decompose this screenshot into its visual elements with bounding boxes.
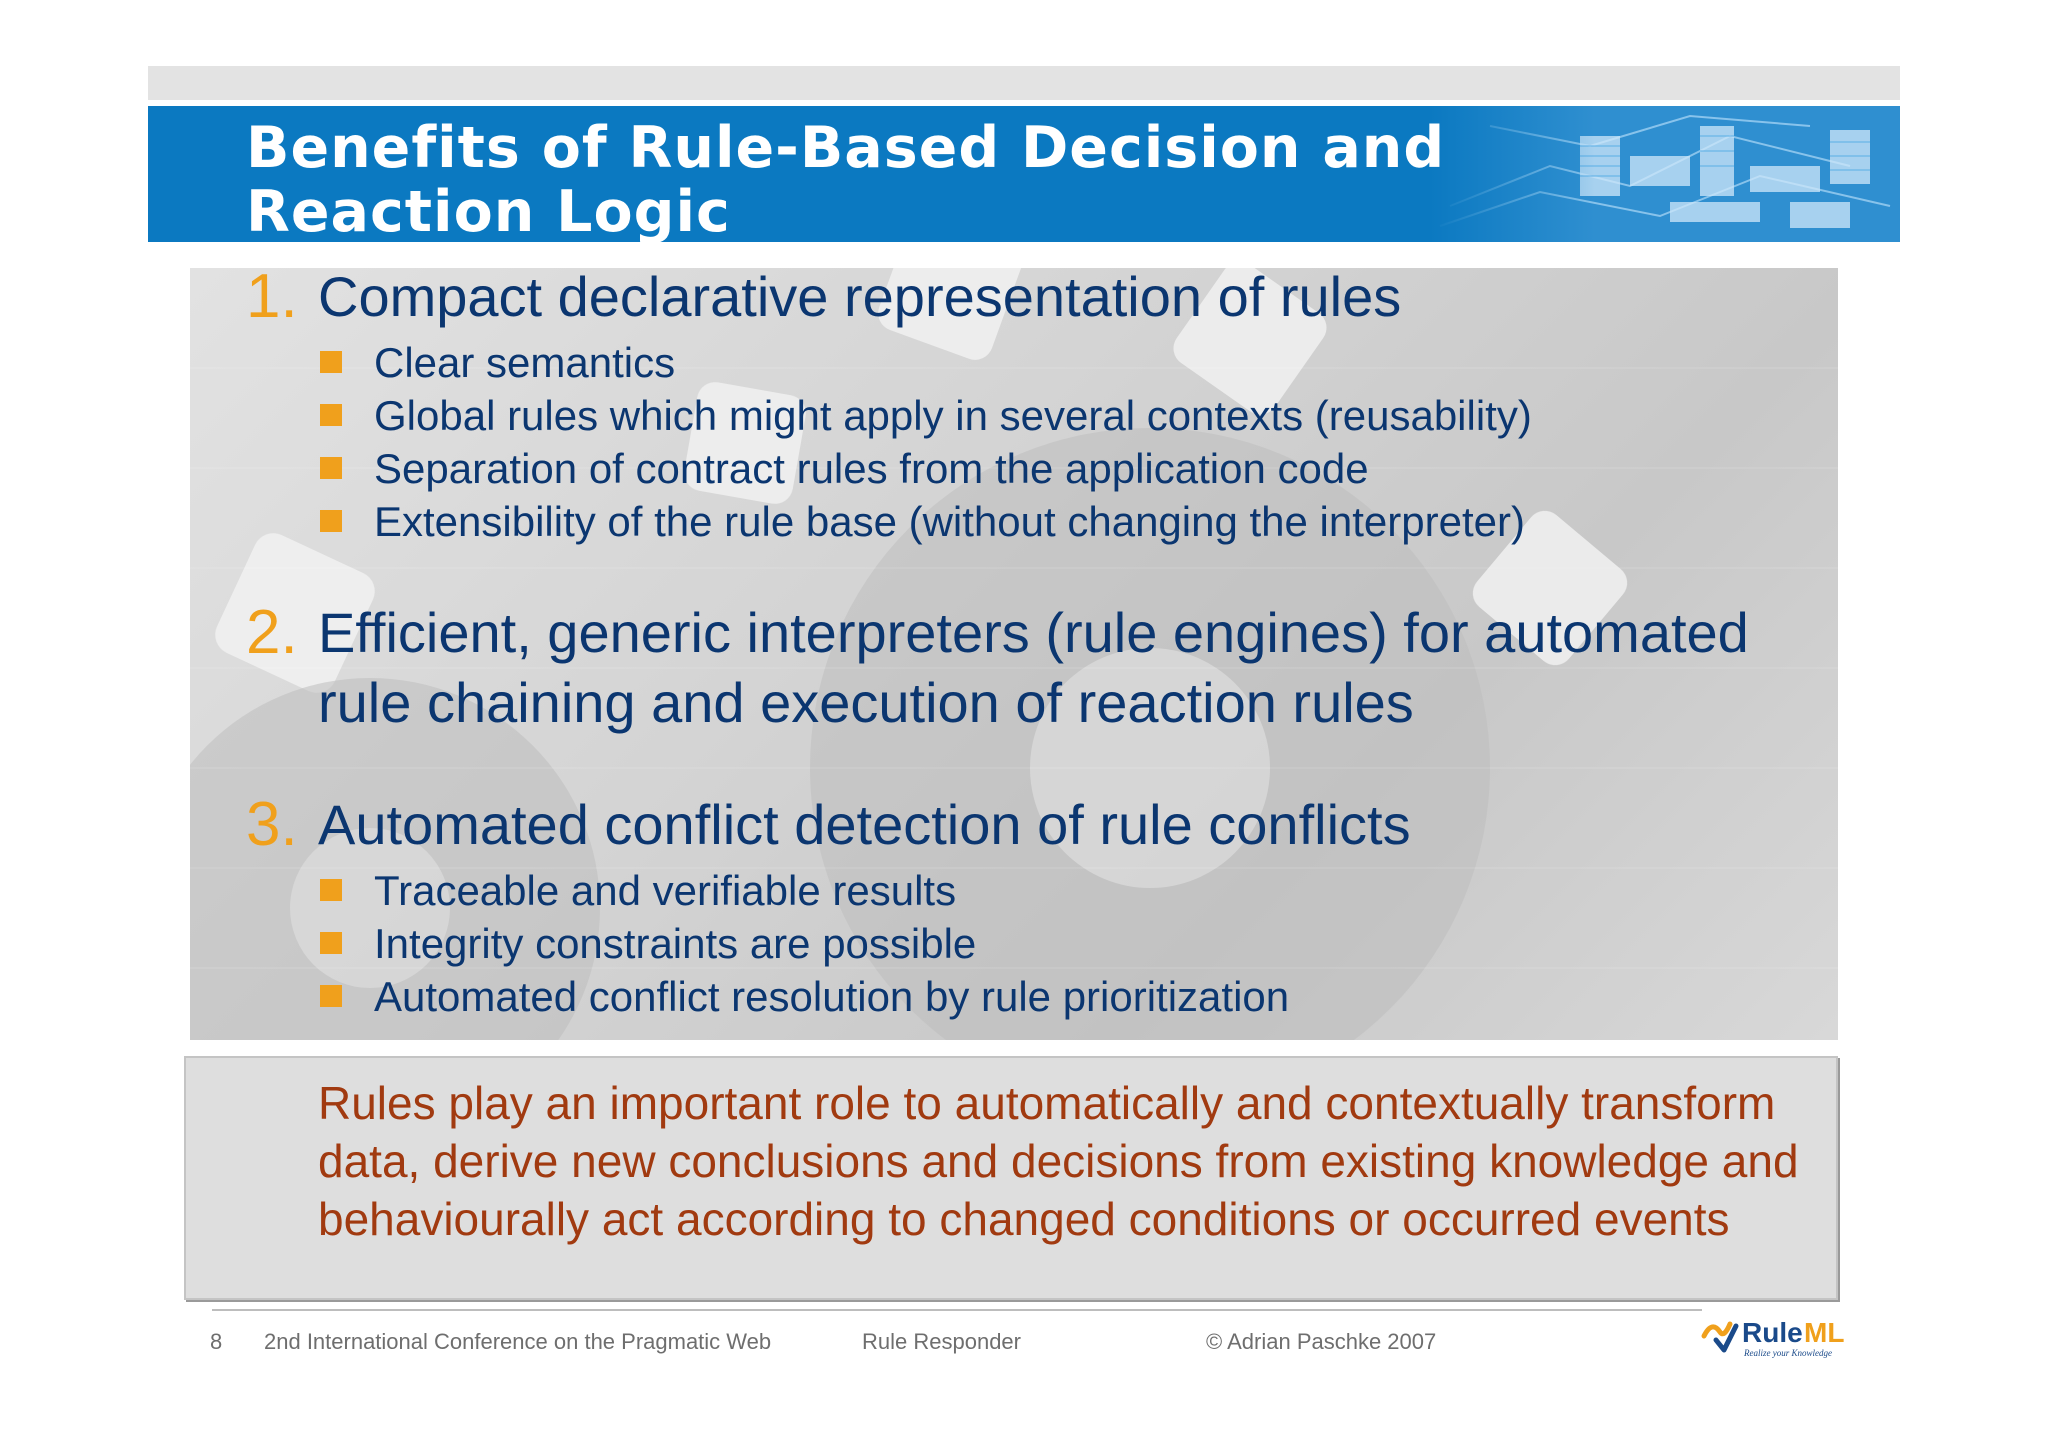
footer-copyright: © Adrian Paschke 2007 (1206, 1329, 1437, 1354)
square-bullet-icon (320, 510, 342, 532)
item-number: 2. (246, 598, 298, 667)
square-bullet-icon (320, 404, 342, 426)
svg-text:Realize your Knowledge: Realize your Knowledge (1744, 1348, 1832, 1358)
slide-title: Benefits of Rule-Based Decision and Reaction Logic (246, 115, 1446, 242)
summary-text: Rules play an important role to automatically and contextually transform data, derive new conclusions and decisions from existing knowledge and behaviourally act according to changed conditions or occurred events (318, 1077, 1799, 1245)
benefit-item-2 (246, 598, 1826, 738)
footer-conference: 2nd International Conference on the Pragmatic Web (264, 1329, 772, 1354)
bullet-item: Extensibility of the rule base (without changing the interpreter) (318, 495, 1826, 548)
item-heading: Automated conflict detection of rule conflicts (318, 793, 1411, 856)
footer-topic: Rule Responder (862, 1329, 1021, 1354)
bullet-item: Integrity constraints are possible (318, 917, 1826, 970)
square-bullet-icon (320, 879, 342, 901)
summary-box (184, 1056, 1838, 1300)
item-heading: Compact declarative representation of rules (318, 268, 1402, 328)
benefit-item-1 (246, 268, 1826, 548)
square-bullet-icon (320, 457, 342, 479)
square-bullet-icon (320, 985, 342, 1007)
bullet-list (246, 336, 1826, 548)
top-strip (148, 66, 1900, 100)
circuit-board-art (1430, 106, 1900, 242)
bullet-item: Clear semantics (318, 336, 1826, 389)
footer-divider (212, 1309, 1702, 1311)
item-number: 1. (246, 268, 298, 331)
ruleml-logo (1700, 1310, 1860, 1362)
square-bullet-icon (320, 351, 342, 373)
content-panel (190, 268, 1838, 1040)
svg-text:Rule: Rule (1742, 1317, 1803, 1348)
bullet-item: Separation of contract rules from the application code (318, 442, 1826, 495)
bullet-item: Traceable and verifiable results (318, 864, 1826, 917)
item-number: 3. (246, 790, 298, 859)
title-bar (148, 106, 1900, 242)
item-heading: Efficient, generic interpreters (rule engines) for automated rule chaining and execution of reaction rules (318, 601, 1749, 734)
svg-text:ML: ML (1804, 1317, 1845, 1348)
page-number: 8 (210, 1329, 223, 1354)
bullet-item: Global rules which might apply in several contexts (reusability) (318, 389, 1826, 442)
benefit-item-3 (246, 790, 1826, 1023)
square-bullet-icon (320, 932, 342, 954)
bullet-list (246, 864, 1826, 1023)
bullet-item: Automated conflict resolution by rule prioritization (318, 970, 1826, 1023)
